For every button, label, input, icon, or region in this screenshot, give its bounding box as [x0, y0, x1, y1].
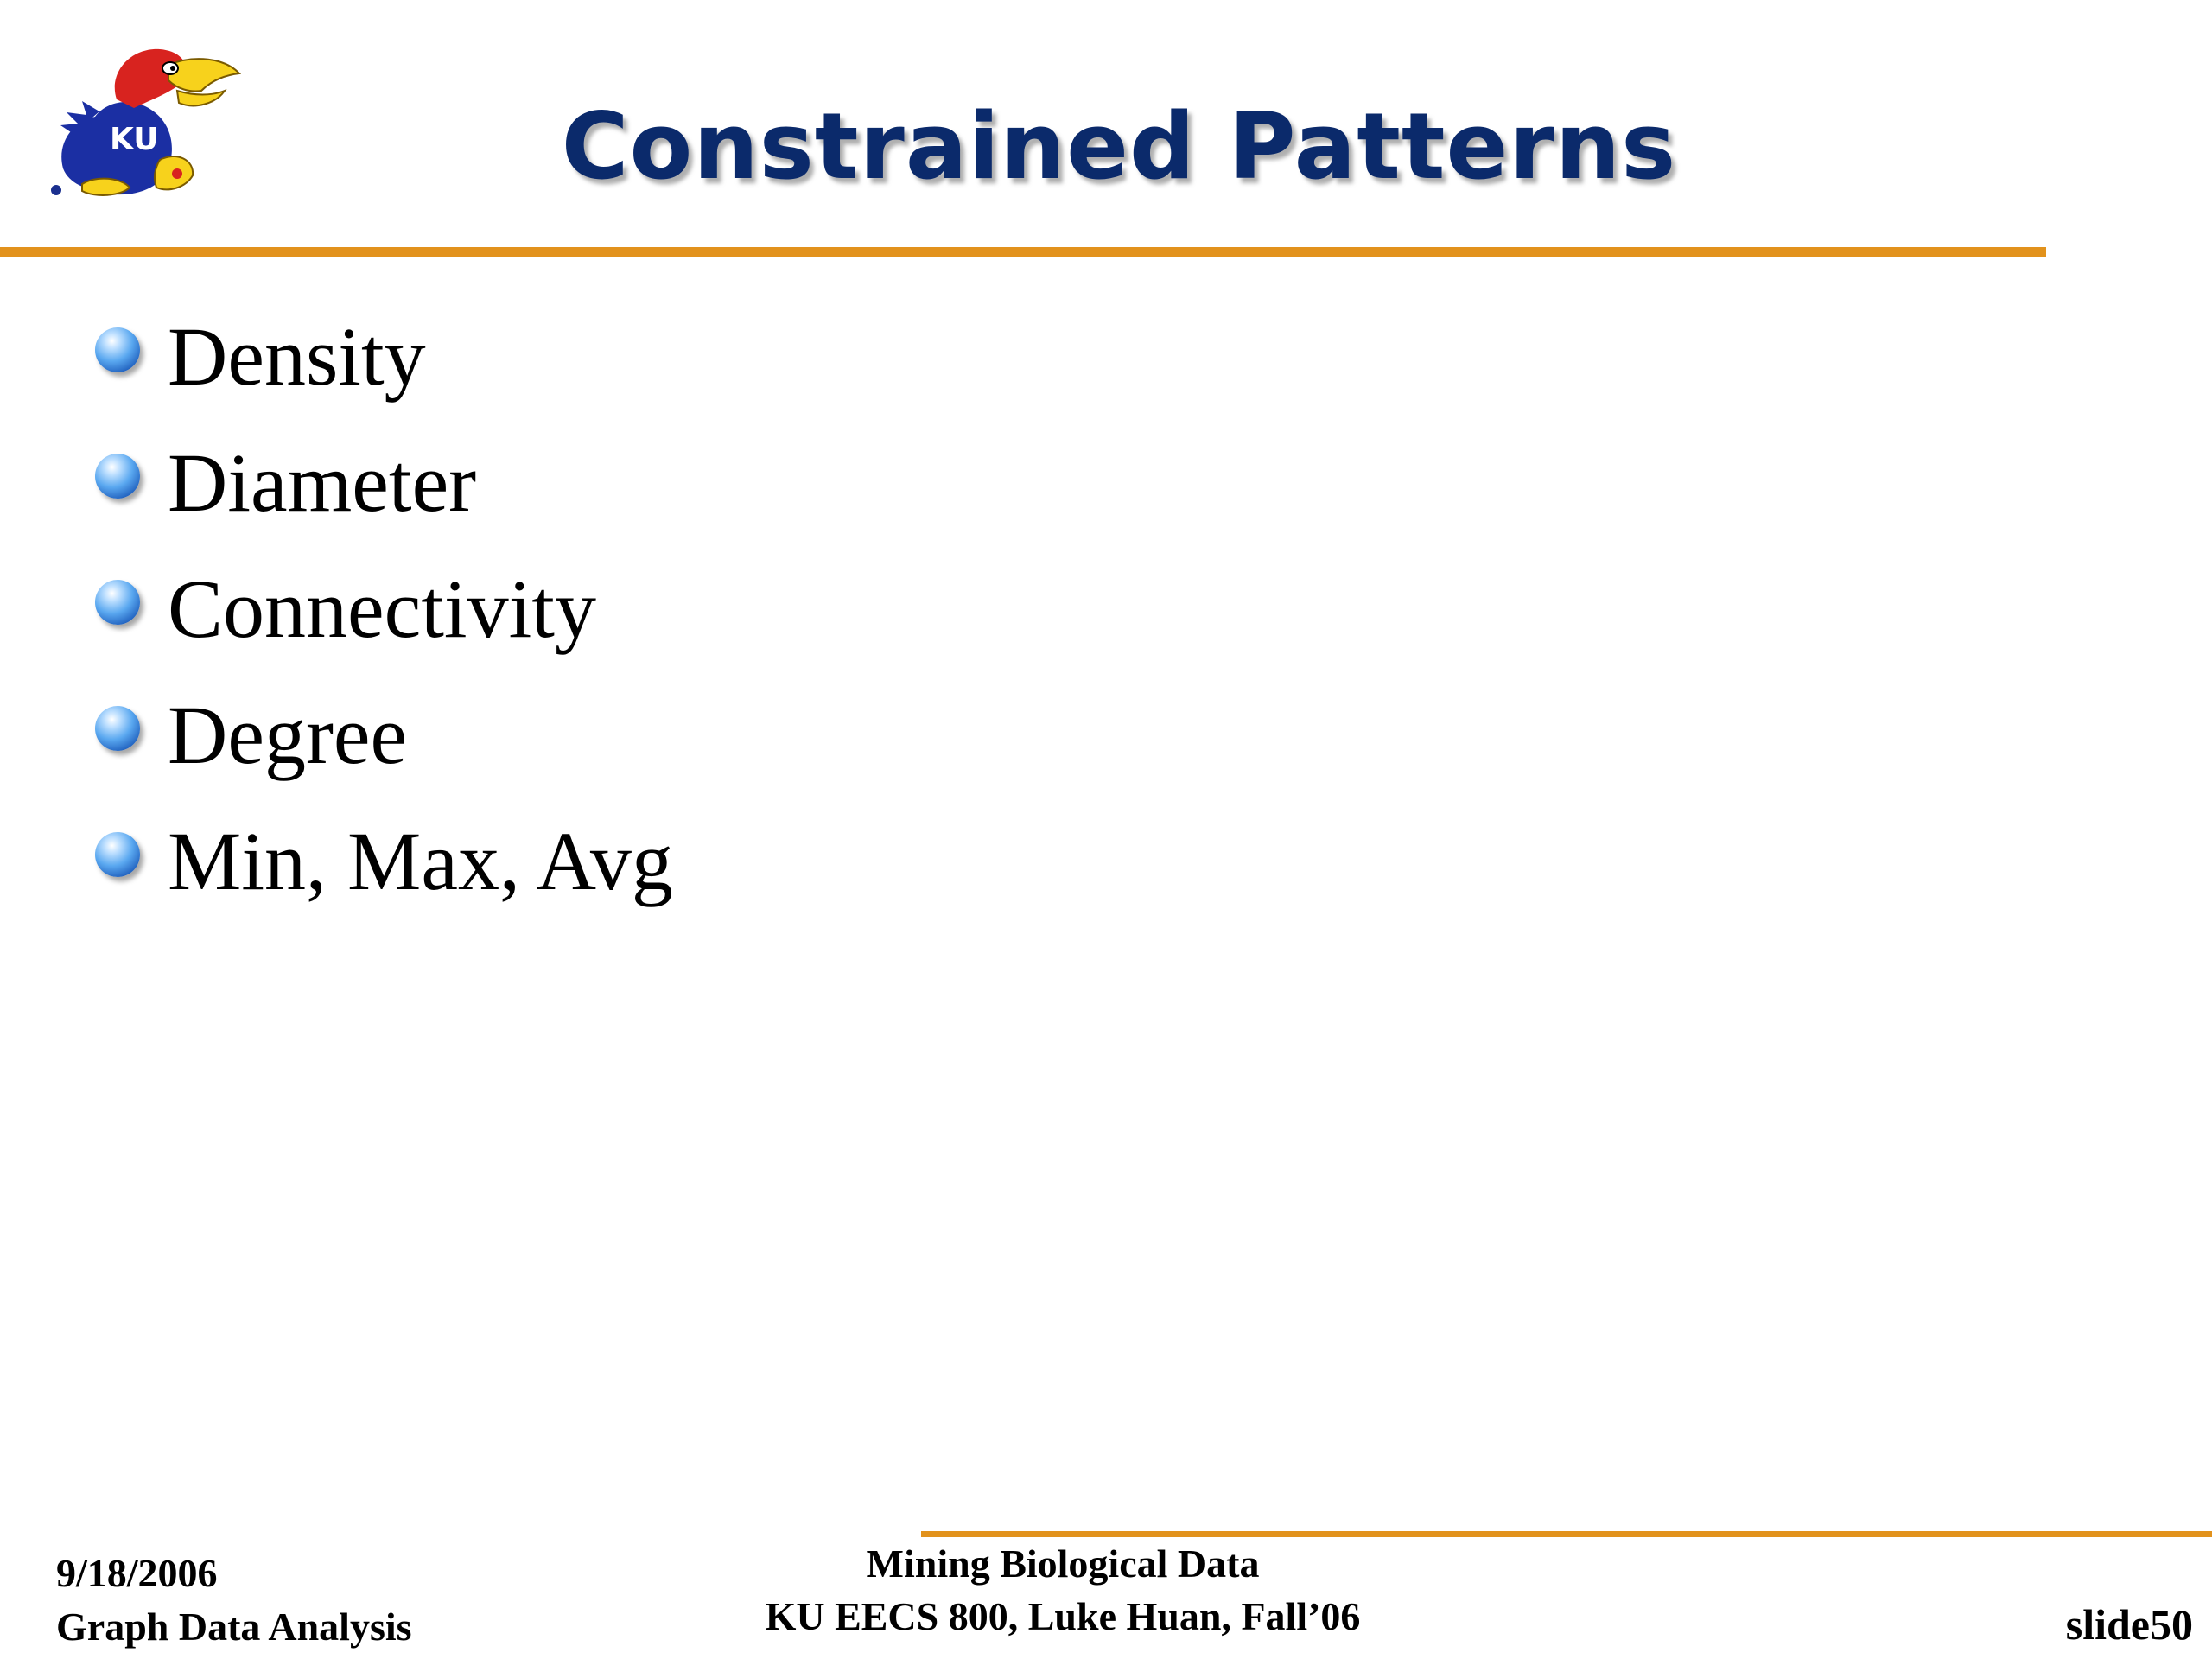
bullet-icon [95, 454, 140, 499]
list-item [95, 420, 673, 546]
bullet-icon [95, 327, 140, 372]
list-item [95, 672, 673, 798]
list-item [95, 294, 673, 420]
footer-divider [921, 1531, 2212, 1537]
title-divider [0, 247, 2046, 257]
bullet-text: Connectivity [168, 563, 596, 655]
bullet-icon [95, 580, 140, 625]
slide-number: slide50 [2065, 1600, 2193, 1649]
bullet-text: Min, Max, Avg [168, 815, 673, 907]
footer-topic: Graph Data Analysis [56, 1605, 412, 1649]
slide-title: Constrained Patterns [561, 93, 1677, 200]
footer-course-title: Mining Biological Data [866, 1541, 1260, 1586]
bullet-text: Degree [168, 689, 408, 781]
footer-date: 9/18/2006 [56, 1551, 218, 1595]
list-item [95, 798, 673, 925]
bullet-list [95, 294, 673, 925]
bullet-icon [95, 832, 140, 877]
bullet-icon [95, 706, 140, 751]
logo-ku-text: KU [110, 122, 159, 157]
bullet-text: Density [168, 310, 426, 403]
footer-course-info: KU EECS 800, Luke Huan, Fall’06 [765, 1594, 1361, 1638]
list-item [95, 546, 673, 672]
bullet-text: Diameter [168, 436, 477, 529]
